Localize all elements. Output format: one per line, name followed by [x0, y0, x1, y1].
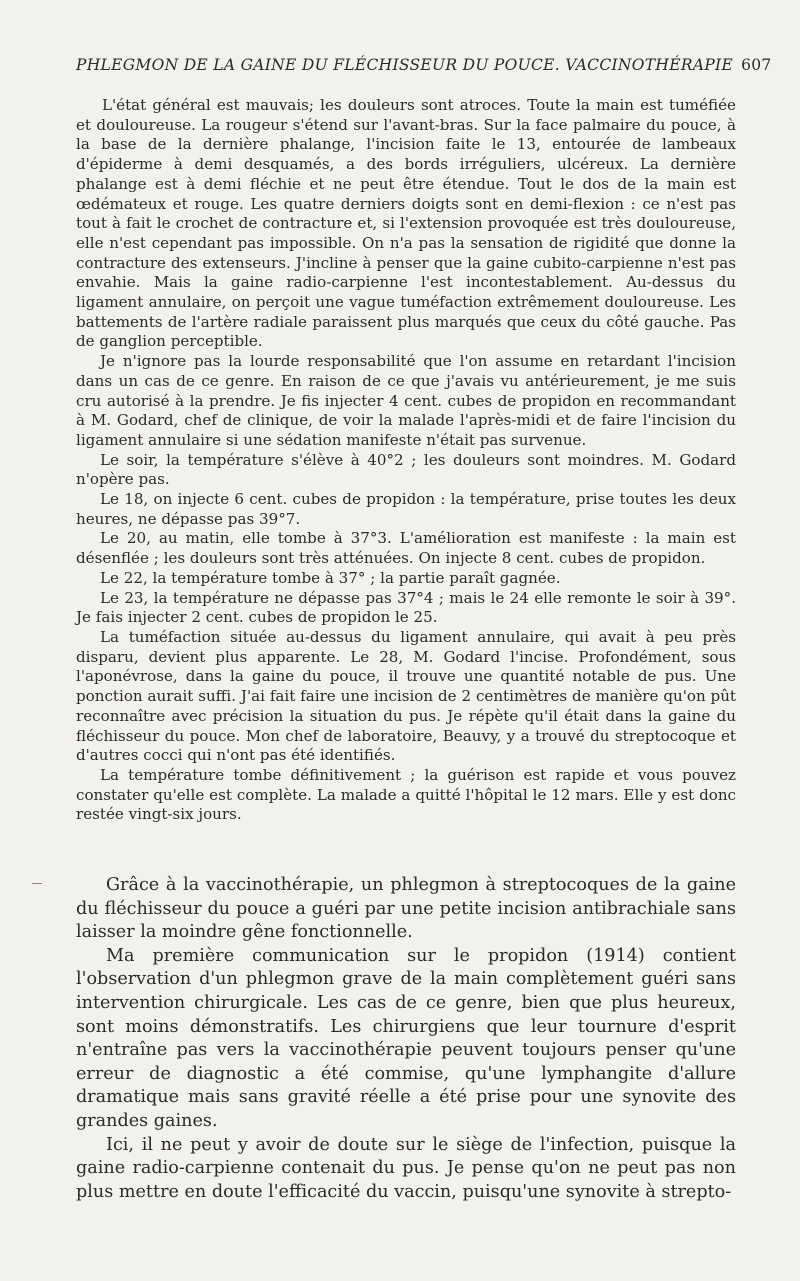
discussion-paragraph: Ici, il ne peut y avoir de doute sur le siège de l'infection, puisque la gaine radio-carpienne contenait du pus. Je pense qu'on ne peut pas non plus mettre en doute l'efficacité du vaccin, puisqu'une synovite à strepto- — [76, 1134, 736, 1202]
discussion-text — [76, 874, 736, 1204]
case-paragraph: Le 20, au matin, elle tombe à 37°3. L'amélioration est manifeste : la main est désenflée ; les douleurs sont très atténuées. On injecte 8 cent. cubes de propidon. — [76, 529, 736, 568]
case-paragraph: Le 23, la température ne dépasse pas 37°4 ; mais le 24 elle remonte le soir à 39°. Je fais injecter 2 cent. cubes de propidon le 25. — [76, 588, 736, 627]
discussion-paragraph: Grâce à la vaccinothérapie, un phlegmon à streptocoques de la gaine du fléchisseur du pouce a guéri par une petite incision antibrachiale sans laisser la moindre gêne fonctionnelle. — [76, 875, 736, 943]
case-paragraph: Le 22, la température tombe à 37° ; la partie paraît gagnée. — [100, 568, 561, 587]
running-head — [76, 56, 772, 74]
case-paragraph: Le 18, on injecte 6 cent. cubes de propidon : la température, prise toutes les deux heures, ne dépasse pas 39°7. — [76, 490, 736, 528]
case-paragraph: Je n'ignore pas la lourde responsabilité que l'on assume en retardant l'incision dans un cas de ce genre. En raison de ce que j'avais vu antérieurement, je me suis cru autorisé à la prendre. Je fis injecter 4 cent. cubes de propidon en recommandant à M. Godard, chef de clinique, de voir la malade l'après-midi et de faire l'incision du ligament annulaire si une sédation manifeste n'était pas survenue. — [76, 352, 736, 449]
running-head-title: PHLEGMON DE LA GAINE DU FLÉCHISSEUR DU POUCE. VACCINOTHÉRAPIE — [76, 56, 734, 74]
case-paragraph: La tuméfaction située au-dessus du ligament annulaire, qui avait à peu près disparu, devient plus apparente. Le 28, M. Godard l'incise. Profondément, sous l'aponévrose, dans la gaine du pouce, il trouve une quantité notable de pus. Une ponction aurait suffi. J'ai fait faire une incision de 2 centimètres de manière qu'on pût reconnaître avec précision la situation du pus. Je répète qu'il était dans la gaine du fléchisseur du pouce. Mon chef de laboratoire, Beauvy, y a trouvé du streptocoque et d'autres cocci qui n'ont pas été identifiés. — [76, 627, 736, 765]
discussion-paragraph: Ma première communication sur le propidon (1914) contient l'observation d'un phlegmon grave de la main complètement guéri sans intervention chirurgicale. Les cas de ce genre, bien que plus heureux, sont moins démonstratifs. Les chirurgiens que leur tournure d'esprit n'entraîne pas vers la vaccinothérapie peuvent toujours penser qu'une erreur de diagnostic a été commise, qu'une lymphangite d'allure dramatique mais sans gravité réelle a été prise pour une synovite des grandes gaines. — [76, 945, 736, 1131]
case-paragraph: Le soir, la température s'élève à 40°2 ; les douleurs sont moindres. M. Godard n'opère pas. — [76, 450, 736, 489]
case-report-text — [76, 96, 736, 825]
margin-mark — [32, 883, 42, 884]
case-paragraph: La température tombe définitivement ; la guérison est rapide et vous pouvez constater qu'elle est complète. La malade a quitté l'hôpital le 12 mars. Elle y est donc restée vingt-six jours. — [76, 765, 736, 824]
page-number: 607 — [741, 56, 772, 74]
case-paragraph: L'état général est mauvais; les douleurs sont atroces. Toute la main est tuméfiée et douloureuse. La rougeur s'étend sur l'avant-bras. Sur la face palmaire du pouce, à la base de la dernière phalange, l'incision faite le 13, entourée de lambeaux d'épiderme à demi desquamés, a des bords irréguliers, ulcéreux. La dernière phalange est à demi fléchie et ne peut être étendue. Tout le dos de la main est œdémateux et rouge. Les quatre derniers doigts sont en demi-flexion : ce n'est pas tout à fait le crochet de contracture et, si l'extension provoquée est très douloureuse, elle n'est cependant pas impossible. On n'a pas la sensation de rigidité que donne la contracture des extenseurs. J'incline à penser que la gaine cubito-carpienne n'est pas envahie. Mais la gaine radio-carpienne l'est incontestablement. Au-dessus du ligament annulaire, on perçoit une vague tuméfaction extrêmement douloureuse. Les battements de l'artère radiale paraissent plus marqués que ceux du côté gauche. Pas de ganglion perceptible. — [76, 96, 736, 351]
